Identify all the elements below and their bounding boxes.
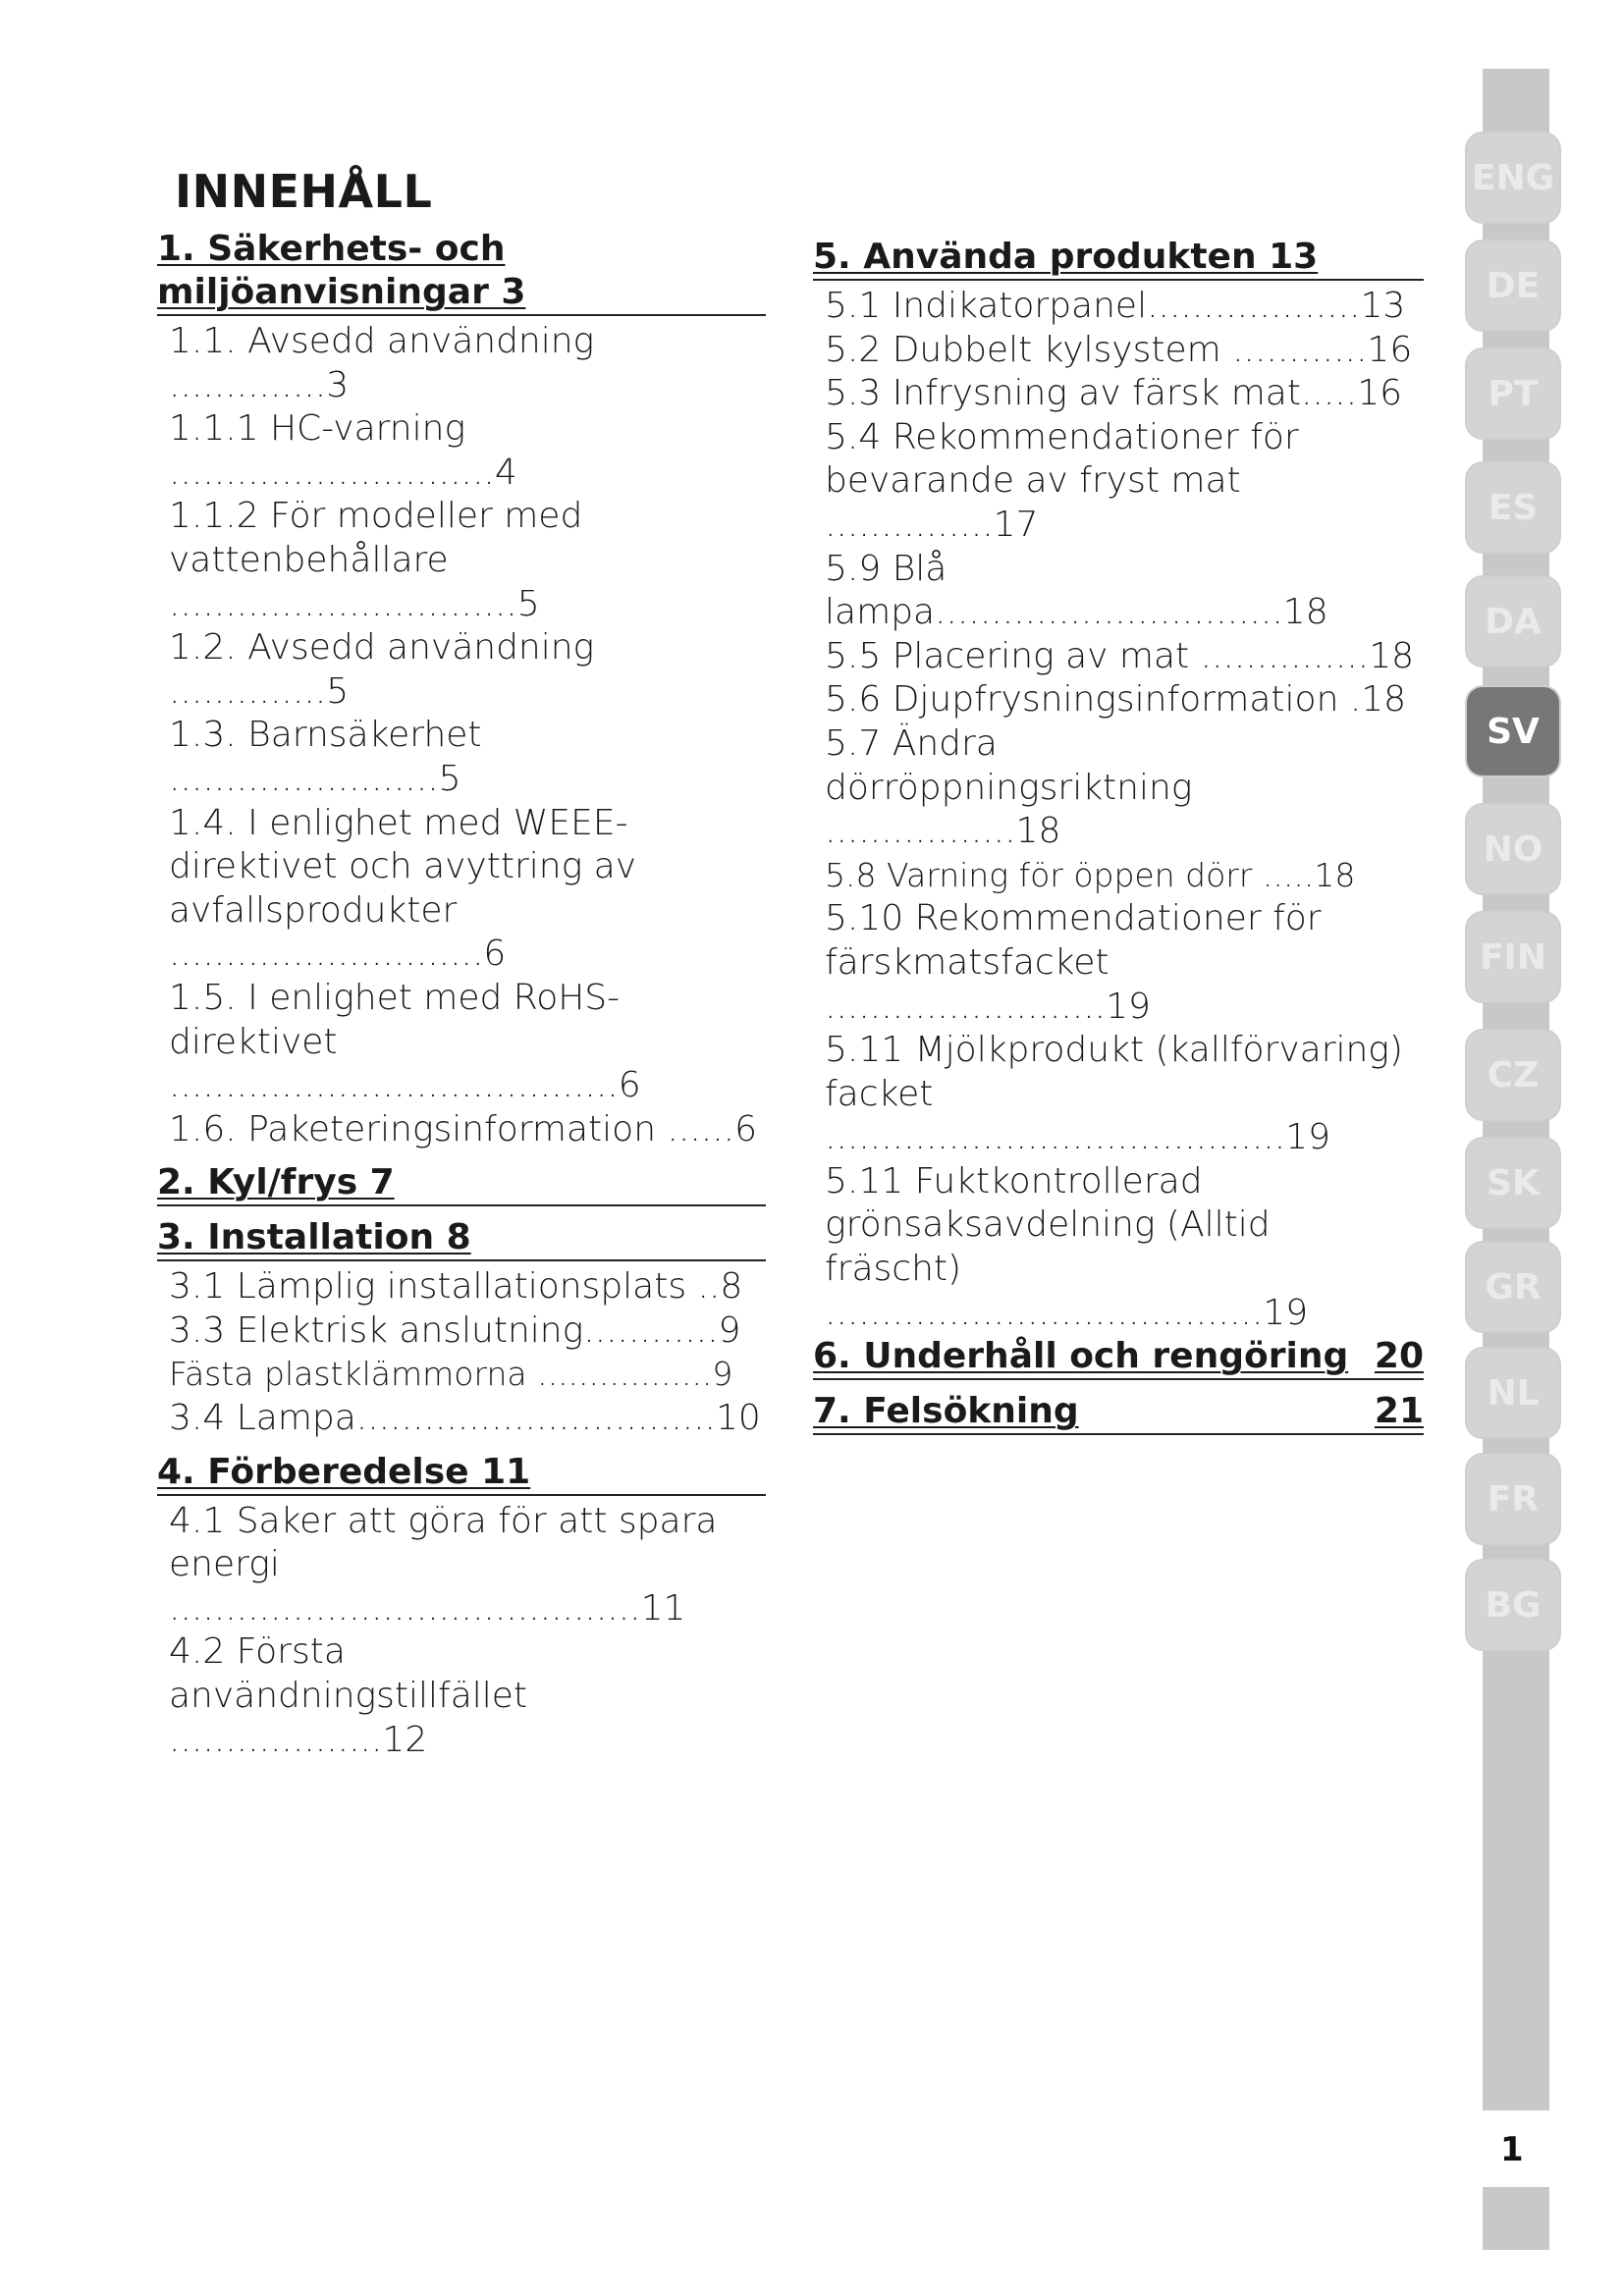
toc-section-7-title: 7. Felsökning (813, 1391, 1079, 1432)
toc-section-3[interactable]: 3. Installation 8 (157, 1216, 766, 1261)
toc-section-5[interactable]: 5. Använda produkten 13 (813, 236, 1424, 281)
toc-entry[interactable] (813, 416, 1424, 548)
toc-entry-line: 5.4 Rekommendationer för (825, 416, 1299, 457)
toc-entry-line: facket .........................................19 (825, 1073, 1330, 1158)
toc-section-1-line2: miljöanvisningar 3 (157, 272, 526, 312)
toc-entry-line: 4.2 Första (169, 1631, 346, 1673)
toc-section-6-title: 6. Underhåll och rengöring (813, 1336, 1349, 1377)
toc-section-4[interactable]: 4. Förberedelse 11 (157, 1451, 766, 1496)
toc-left-column (157, 228, 766, 1762)
toc-entry[interactable]: 5.5 Placering av mat ...............18 (825, 635, 1415, 676)
toc-entry-line: direktivet och avyttring av (169, 846, 636, 887)
toc-entry[interactable] (157, 1630, 766, 1762)
page-title: INNEHÅLL (175, 165, 433, 218)
language-tab-sv[interactable]: SV (1467, 687, 1559, 775)
toc-entry[interactable] (157, 977, 766, 1108)
toc-section-6-page: 20 (1374, 1336, 1424, 1377)
language-tab-eng[interactable]: ENG (1467, 133, 1559, 222)
toc-entry[interactable] (813, 1160, 1424, 1335)
toc-entry[interactable]: 3.1 Lämplig installationsplats ..8 (169, 1266, 743, 1308)
toc-entry-line: grönsaksavdelning (Alltid (825, 1204, 1271, 1246)
toc-entry-line: avfallsprodukter ............................6 (169, 889, 507, 975)
toc-entry[interactable]: 5.6 Djupfrysningsinformation .18 (825, 679, 1407, 721)
toc-entry[interactable]: 1.6. Paketeringsinformation ......6 (169, 1108, 758, 1149)
toc-entry-line: 1.5. I enlighet med RoHS- (169, 977, 621, 1018)
toc-entry-line: 1.4. I enlighet med WEEE- (169, 802, 628, 843)
toc-entry[interactable]: 1.3. Barnsäkerhet ........................5 (169, 715, 482, 799)
toc-entry-line: 5.11 Fuktkontrollerad (825, 1160, 1203, 1201)
toc-entry[interactable]: 1.1.1 HC-varning .............................4 (169, 408, 517, 493)
toc-section-6[interactable] (813, 1335, 1424, 1380)
toc-section-1-line1: 1. Säkerhets- och (157, 229, 506, 269)
toc-entry[interactable] (813, 1029, 1424, 1160)
language-tab-gr[interactable]: GR (1467, 1243, 1559, 1331)
toc-entry[interactable]: 3.4 Lampa................................10 (169, 1398, 761, 1439)
language-tab-de[interactable]: DE (1467, 241, 1559, 330)
toc-entry-line: 5.10 Rekommendationer för (825, 898, 1322, 939)
toc-entry[interactable] (157, 495, 766, 626)
language-tab-sk[interactable]: SK (1467, 1139, 1559, 1227)
toc-section-7[interactable] (813, 1390, 1424, 1435)
toc-entry[interactable]: 5.3 Infrysning av färsk mat.....16 (825, 373, 1403, 414)
language-tab-fin[interactable]: FIN (1467, 913, 1559, 1001)
toc-entry-line: dörröppningsriktning .................18 (825, 767, 1193, 852)
toc-entry-line: vattenbehållare ...............................5 (169, 539, 540, 624)
toc-entry[interactable]: 3.3 Elektrisk anslutning............9 (169, 1309, 741, 1351)
toc-right-column (813, 236, 1424, 1439)
language-tab-pt[interactable]: PT (1467, 349, 1559, 438)
toc-entry[interactable]: Fästa plastklämmorna .................9 (169, 1355, 733, 1394)
toc-entry-line: 4.1 Saker att göra för att spara (169, 1500, 718, 1541)
language-rail-bottom (1483, 2187, 1549, 2250)
toc-entry-line: 5.11 Mjölkprodukt (kallförvaring) (825, 1030, 1403, 1071)
toc-entry-line: färskmatsfacket .........................19 (825, 941, 1151, 1027)
toc-entry[interactable]: 1.2. Avsedd användning ..............5 (169, 627, 595, 712)
toc-entry-line: direktivet ........................................6 (169, 1021, 641, 1106)
toc-entry[interactable] (813, 722, 1424, 854)
toc-entry-line: 1.1.2 För modeller med (169, 496, 583, 537)
toc-entry-line: bevarande av fryst mat ...............17 (825, 460, 1241, 545)
language-tab-no[interactable]: NO (1467, 805, 1559, 893)
language-tab-es[interactable]: ES (1467, 463, 1559, 552)
toc-entry[interactable]: 5.1 Indikatorpanel...................13 (825, 286, 1406, 326)
toc-entry-line: energi ..........................................11 (169, 1544, 686, 1629)
language-tab-da[interactable]: DA (1467, 577, 1559, 666)
toc-entry[interactable]: 5.8 Varning för öppen dörr .....18 (825, 855, 1356, 894)
toc-entry-line: fräscht) .......................................19 (825, 1249, 1309, 1333)
language-tab-bg[interactable]: BG (1467, 1561, 1559, 1649)
toc-entry[interactable] (813, 897, 1424, 1029)
toc-entry[interactable]: 5.9 Blå lampa...............................18 (825, 548, 1328, 633)
toc-entry[interactable]: 5.2 Dubbelt kylsystem ............16 (825, 329, 1413, 370)
toc-entry-line: 5.7 Ändra (825, 722, 998, 764)
toc-section-2[interactable]: 2. Kyl/frys 7 (157, 1161, 766, 1206)
toc-entry[interactable] (157, 1500, 766, 1631)
language-tab-fr[interactable]: FR (1467, 1455, 1559, 1543)
page-number: 1 (1500, 2130, 1524, 2169)
toc-section-7-page: 21 (1374, 1391, 1424, 1432)
language-tab-cz[interactable]: CZ (1467, 1031, 1559, 1119)
toc-entry[interactable] (157, 802, 766, 977)
toc-entry-line: användningstillfället ...................12 (169, 1676, 528, 1760)
language-tab-nl[interactable]: NL (1467, 1349, 1559, 1437)
toc-entry[interactable]: 1.1. Avsedd användning ..............3 (169, 321, 595, 405)
toc-section-1[interactable] (157, 228, 766, 316)
